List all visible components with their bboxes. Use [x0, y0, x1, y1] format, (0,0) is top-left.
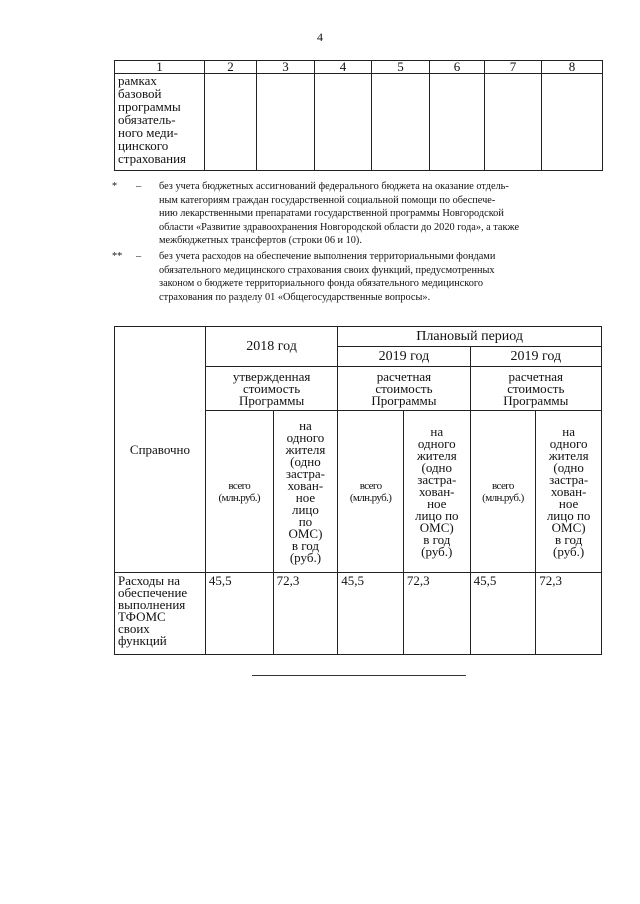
- continuation-table: [114, 60, 603, 171]
- cost-label: утвержденная стоимость Программы: [205, 367, 337, 411]
- col-total: всего (млн.руб.): [205, 411, 273, 573]
- empty-cell: [430, 74, 485, 171]
- value-cell: 45,5: [338, 573, 404, 655]
- column-number-row: [115, 61, 603, 74]
- value-cell: 45,5: [470, 573, 536, 655]
- footnote-text: без учета расходов на обеспечение выполнения территориальными фондами обязательного медицинского страхования своих функций, предусмотренных законом о бюджете территориального фонда обязательного медицинского страхования по разделу 01 «Общегосударственные вопросы».: [159, 251, 496, 303]
- empty-cell: [485, 74, 542, 171]
- footnote-mark: **: [112, 251, 123, 262]
- column-number: 4: [315, 61, 372, 74]
- empty-cell: [257, 74, 315, 171]
- corner-label: Справочно: [115, 327, 206, 573]
- column-number: 5: [372, 61, 430, 74]
- column-number: 6: [430, 61, 485, 74]
- year-2019-b: 2019 год: [470, 347, 601, 367]
- value-cell: 45,5: [205, 573, 273, 655]
- column-number: 8: [542, 61, 603, 74]
- data-row: [115, 573, 602, 655]
- year-2018: 2018 год: [205, 327, 337, 367]
- col-total: всего (млн.руб.): [338, 411, 404, 573]
- year-2019-a: 2019 год: [338, 347, 470, 367]
- col-total: всего (млн.руб.): [470, 411, 536, 573]
- column-number: 1: [115, 61, 205, 74]
- cost-label: расчетная стоимость Программы: [338, 367, 470, 411]
- col-per-resident: на одного жителя (одно застра- хован- ное лицо по ОМС) в год (руб.): [536, 411, 602, 573]
- empty-cell: [205, 74, 257, 171]
- value-cell: 72,3: [403, 573, 470, 655]
- column-number: 7: [485, 61, 542, 74]
- end-divider: [252, 675, 466, 676]
- footnote-dash: –: [136, 181, 142, 192]
- cost-label: расчетная стоимость Программы: [470, 367, 601, 411]
- column-number: 2: [205, 61, 257, 74]
- footnote-2: [112, 250, 604, 306]
- footnote-text: без учета бюджетных ассигнований федерального бюджета на оказание отдель- ным категориям граждан государственной социальной помощи по обеспече- нию лекарственными препаратами государственной программы Новгородской области «Развитие здравоохранения Новгородской области до 2020 года», а также межбюджетных трансфертов (строки 06 и 10).: [159, 181, 520, 247]
- empty-cell: [315, 74, 372, 171]
- footnote-1: [112, 180, 604, 248]
- page-number: 4: [317, 30, 323, 44]
- empty-cell: [372, 74, 430, 171]
- header-row-1: [115, 327, 602, 347]
- value-cell: 72,3: [273, 573, 338, 655]
- col-per-resident: на одного жителя (одно застра- хован- ное лицо по ОМС) в год (руб.): [273, 411, 338, 573]
- empty-cell: [542, 74, 603, 171]
- planned-period: Плановый период: [338, 327, 602, 347]
- continuation-row: [115, 74, 603, 171]
- footnote-dash: –: [136, 251, 142, 262]
- footnote-mark: *: [112, 181, 118, 192]
- continuation-cell: рамках базовой программы обязатель- ного меди- цинского страхования: [115, 74, 205, 171]
- reference-table: [114, 326, 602, 655]
- column-number: 3: [257, 61, 315, 74]
- col-per-resident: на одного жителя (одно застра- хован- ное лицо по ОМС) в год (руб.): [403, 411, 470, 573]
- value-cell: 72,3: [536, 573, 602, 655]
- row-label: Расходы на обеспечение выполнения ТФОМС своих функций: [115, 573, 206, 655]
